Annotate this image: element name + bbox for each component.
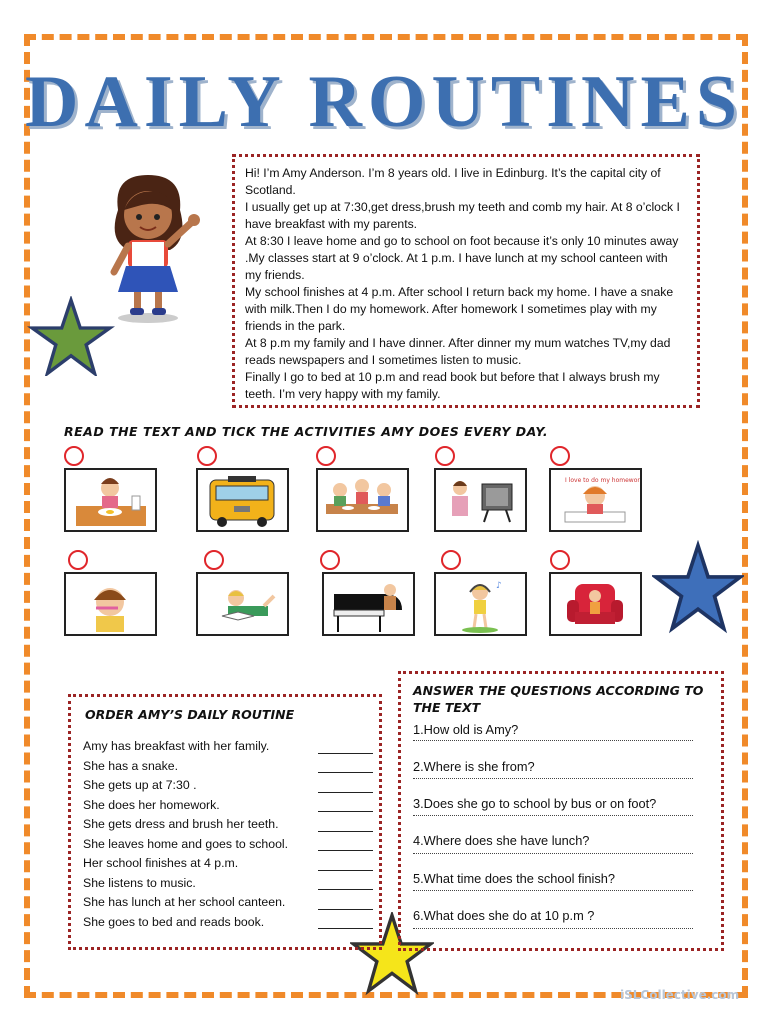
order-list [83,739,373,934]
question-text: 2.Where is she from? [413,759,535,774]
picture-card-school-lunch [316,468,409,532]
list-item [83,778,373,798]
answer-line[interactable] [413,928,693,929]
tick-circle[interactable] [316,446,336,466]
story-text-box [232,154,700,408]
picture-card-breakfast [64,468,157,532]
answer-blank[interactable] [318,909,373,910]
list-item [83,915,373,935]
order-routine-box [68,694,382,950]
page-title: DAILY ROUTINES [25,61,743,143]
list-item [83,817,373,837]
answer-blank[interactable] [318,870,373,871]
svg-text:♪: ♪ [496,581,502,591]
tick-circle[interactable] [64,446,84,466]
questions-heading: ANSWER THE QUESTIONS ACCORDING TO THE TEXT [413,683,704,715]
homework-icon [551,470,640,530]
story-paragraph: Finally I go to bed at 10 p.m and read book but before that I always brush my teeth. I’m very happy with my family. [245,370,660,401]
story-paragraph: At 8:30 I leave home and go to school on foot because it’s only 10 minutes away .My classes start at 9 o’clock. At 1 p.m. I have lunch at my school canteen with my friends. [245,234,679,282]
tick-circle[interactable] [204,550,224,570]
order-heading: ORDER AMY’S DAILY ROUTINE [85,707,295,722]
blue-star-icon [652,540,744,636]
order-item-text: She leaves home and goes to school. [83,836,289,851]
answer-blank[interactable] [318,928,373,929]
order-item-text: She has lunch at her school canteen. [83,895,286,909]
answer-line[interactable] [413,890,693,891]
answer-blank[interactable] [318,792,373,793]
question-text: 6.What does she do at 10 p.m ? [413,908,595,923]
tick-circle[interactable] [550,446,570,466]
breakfast-icon [66,470,155,530]
answer-blank[interactable] [318,831,373,832]
tick-circle[interactable] [68,550,88,570]
list-item [83,876,373,896]
question-text: 4.Where does she have lunch? [413,833,590,848]
svg-text:I love to do my homework: I love to do my homework [565,477,640,484]
answer-line[interactable] [413,853,693,854]
order-item-text: She gets up at 7:30 . [83,778,197,792]
armchair-icon [551,574,640,634]
list-item [83,837,373,857]
picture-card-homework [549,468,642,532]
list-item [83,759,373,779]
answer-line[interactable] [413,740,693,741]
list-item [83,739,373,759]
picture-card-watching-tv [434,468,527,532]
answer-line[interactable] [413,815,693,816]
picture-card-listening-music [434,572,527,636]
answer-line[interactable] [413,778,693,779]
school-lunch-icon [318,470,407,530]
watermark: iSLCollective.com [620,988,740,1002]
order-item-text: She listens to music. [83,875,196,890]
tick-circle[interactable] [320,550,340,570]
question-text: 1.How old is Amy? [413,722,519,737]
listening-music-icon [436,574,525,634]
order-item-text: Amy has breakfast with her family. [83,739,270,753]
order-item-text: She has a snake. [83,758,179,773]
tick-circle[interactable] [435,446,455,466]
answer-blank[interactable] [318,811,373,812]
story-paragraph: Hi! I’m Amy Anderson. I’m 8 years old. I live in Edinburg. It’s the capital city of Scotland. [245,166,661,197]
tick-circle[interactable] [197,446,217,466]
reading-icon [198,574,287,634]
order-item-text: She does her homework. [83,797,220,812]
green-star-icon [26,296,116,376]
watching-tv-icon [436,470,525,530]
brushing-teeth-icon [66,574,155,634]
order-item-text: She goes to bed and reads book. [83,914,265,929]
activity-instruction: READ THE TEXT AND TICK THE ACTIVITIES AMY DOES EVERY DAY. [64,424,549,439]
answer-blank[interactable] [318,850,373,851]
picture-card-armchair [549,572,642,636]
answer-blank[interactable] [318,753,373,754]
story-paragraph: My school finishes at 4 p.m. After school I return back my home. I have a snake with milk.Then I do my homework. After homework I sometimes play with my friends in the park. [245,285,674,333]
questions-box [398,671,724,951]
list-item [83,856,373,876]
answer-blank[interactable] [318,889,373,890]
list-item [83,895,373,915]
picture-card-piano [322,572,415,636]
answer-blank[interactable] [318,772,373,773]
order-item-text: She gets dress and brush her teeth. [83,817,279,831]
tick-circle[interactable] [550,550,570,570]
question-text: 5.What time does the school finish? [413,871,616,886]
picture-card-reading [196,572,289,636]
picture-card-brushing-teeth [64,572,157,636]
school-bus-icon [198,470,287,530]
picture-card-school-bus [196,468,289,532]
list-item [83,798,373,818]
story-paragraph: At 8 p.m my family and I have dinner. After dinner my mum watches TV,my dad reads newspapers and I sometimes listen to music. [245,336,671,367]
tick-circle[interactable] [441,550,461,570]
question-text: 3.Does she go to school by bus or on foot? [413,796,657,811]
order-item-text: Her school finishes at 4 p.m. [83,856,239,870]
story-paragraph: I usually get up at 7:30,get dress,brush my teeth and comb my hair. At 8 o’clock I have breakfast with my parents. [245,200,680,231]
piano-icon [324,574,413,634]
